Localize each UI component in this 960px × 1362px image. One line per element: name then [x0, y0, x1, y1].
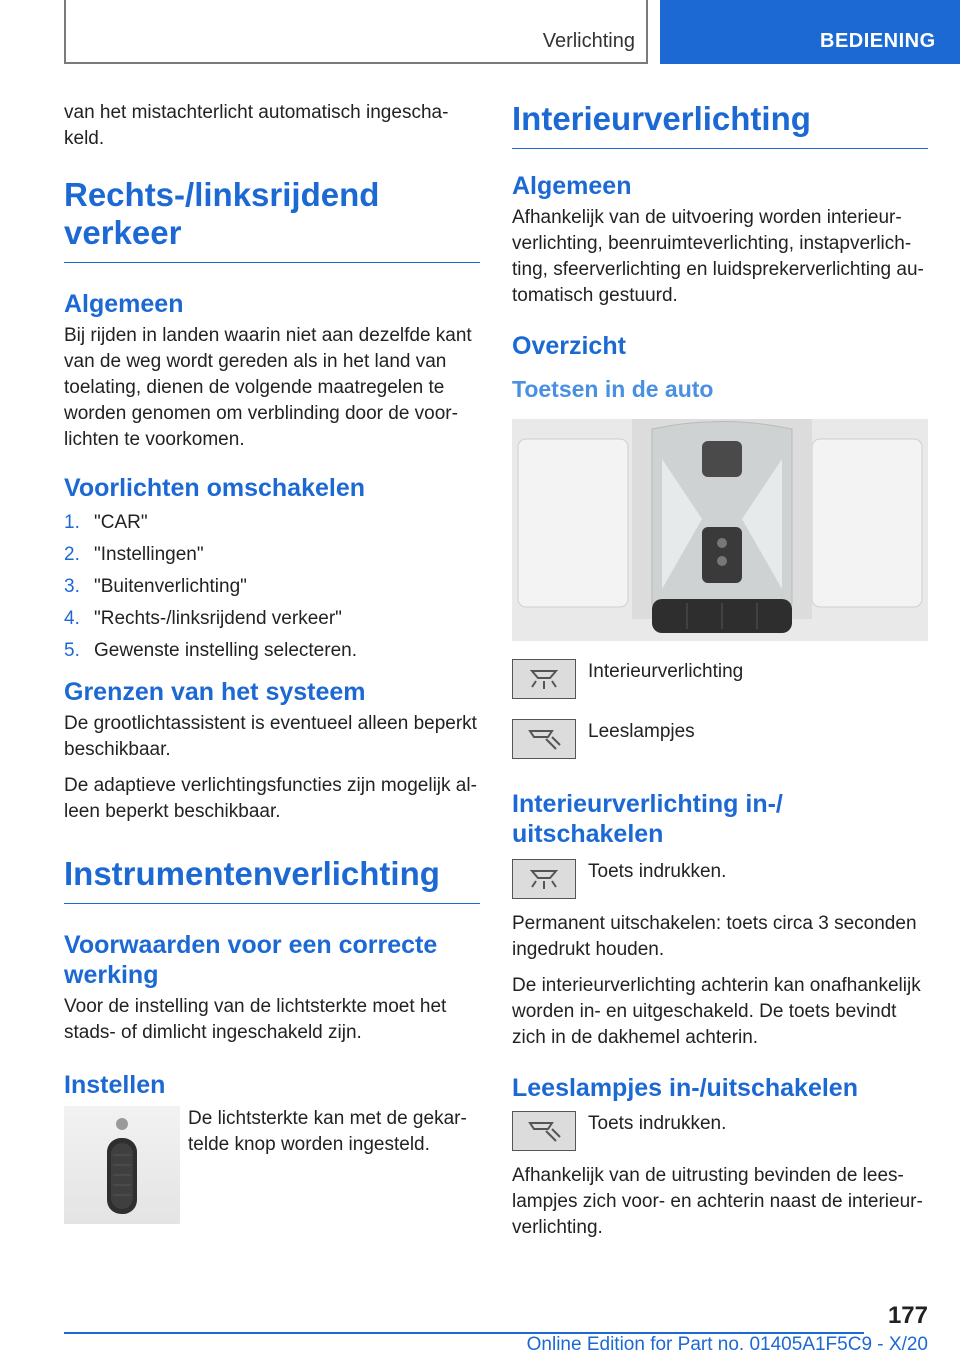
right-column [512, 100, 928, 1251]
dimmer-figure-row [64, 1106, 480, 1224]
roof-console-image [512, 419, 928, 641]
system-limits-text-1: De grootlichtassistent is eventueel alleen beperkt beschikbaar. [64, 713, 477, 760]
instrument-lighting-heading: Instrumentenverlichting [64, 855, 480, 904]
system-limits-heading: Grenzen van het systeem [64, 678, 366, 706]
list-item: 3. "Buitenverlichting" [64, 576, 247, 597]
interior-switch-row [512, 859, 928, 899]
interior-general-text: Afhankelijk van de uitvoering worden interieur-verlichting, beenruimteverlichting, instapverlich-ting, sfeerverlichting en luidsprekerverlichting au-tomatisch gestuurd. [512, 207, 924, 306]
headlight-switch-heading: Voorlichten omschakelen [64, 474, 366, 502]
traffic-general-heading: Algemeen [64, 290, 184, 318]
interior-press-key-text: Toets indrukken. [588, 861, 727, 882]
reading-location-text: Afhankelijk van de uitrusting bevinden de lees-lampjes zich voor- en achterin naast de interieur-verlichting. [512, 1165, 923, 1238]
reading-switch-heading: Leeslampjes in-/uitschakelen [512, 1074, 858, 1102]
intro-text: van het mistachterlicht automatisch ingescha-keld. [64, 102, 449, 149]
correct-operation-text: Voor de instelling van de lichtsterkte moet het stads- of dimlicht ingeschakeld zijn. [64, 996, 447, 1043]
reading-switch-row [512, 1111, 928, 1151]
interior-light-icon [512, 659, 576, 699]
interior-lighting-heading: Interieurverlichting [512, 100, 928, 149]
buttons-in-car-heading: Toetsen in de auto [512, 376, 714, 402]
header-section-title: Verlichting [542, 30, 635, 52]
dimmer-knob-icon [64, 1106, 180, 1224]
interior-light-icon [512, 859, 576, 899]
interior-general-heading: Algemeen [512, 172, 632, 200]
traffic-heading: Rechts-/linksrijdend verkeer [64, 176, 380, 251]
reading-press-key-text: Toets indrukken. [588, 1113, 727, 1134]
left-column [64, 100, 480, 1232]
traffic-general-text: Bij rijden in landen waarin niet aan dezelfde kant van de weg wordt gereden als in het land van toelating, dienen de volgende maatregelen te worden genomen om verblinding door de voor-lichten te voorkomen. [64, 325, 472, 450]
rear-lighting-text: De interieurverlichting achterin kan onafhankelijk worden in- en uitgeschakeld. De toets bevindt zich in de dakhemel achterin. [512, 975, 921, 1048]
page-number: 177 [887, 1302, 928, 1329]
interior-switch-heading: Interieurverlichting in-/ uitschakelen [512, 790, 783, 848]
list-item: 1. "CAR" [64, 512, 148, 533]
system-limits-text-2: De adaptieve verlichtingsfuncties zijn mogelijk al-leen beperkt beschikbaar. [64, 775, 477, 822]
list-item: 4. "Rechts-/linksrijdend verkeer" [64, 608, 342, 629]
headlight-switch-steps [64, 507, 480, 667]
adjust-text: De lichtsterkte kan met de gekar-telde knop worden ingesteld. [188, 1108, 467, 1155]
footer-edition-link[interactable]: Online Edition for Part no. 01405A1F5C9 - X/20 [526, 1334, 928, 1355]
reading-light-icon [512, 1111, 576, 1151]
list-item: 2. "Instellingen" [64, 544, 204, 565]
header-chapter-tab[interactable]: BEDIENING [660, 0, 960, 64]
legend-interior-row [512, 659, 928, 699]
legend-interior-text: Interieurverlichting [588, 661, 744, 682]
list-item: 5. Gewenste instelling selecteren. [64, 640, 357, 661]
legend-reading-text: Leeslampjes [588, 721, 695, 742]
correct-operation-heading: Voorwaarden voor een correcte werking [64, 931, 438, 989]
traffic-heading-rule [64, 262, 480, 263]
adjust-heading: Instellen [64, 1071, 166, 1099]
legend-reading-row [512, 719, 928, 759]
permanent-off-text: Permanent uitschakelen: toets circa 3 seconden ingedrukt houden. [512, 913, 917, 960]
reading-light-icon [512, 719, 576, 759]
overview-heading: Overzicht [512, 332, 626, 360]
